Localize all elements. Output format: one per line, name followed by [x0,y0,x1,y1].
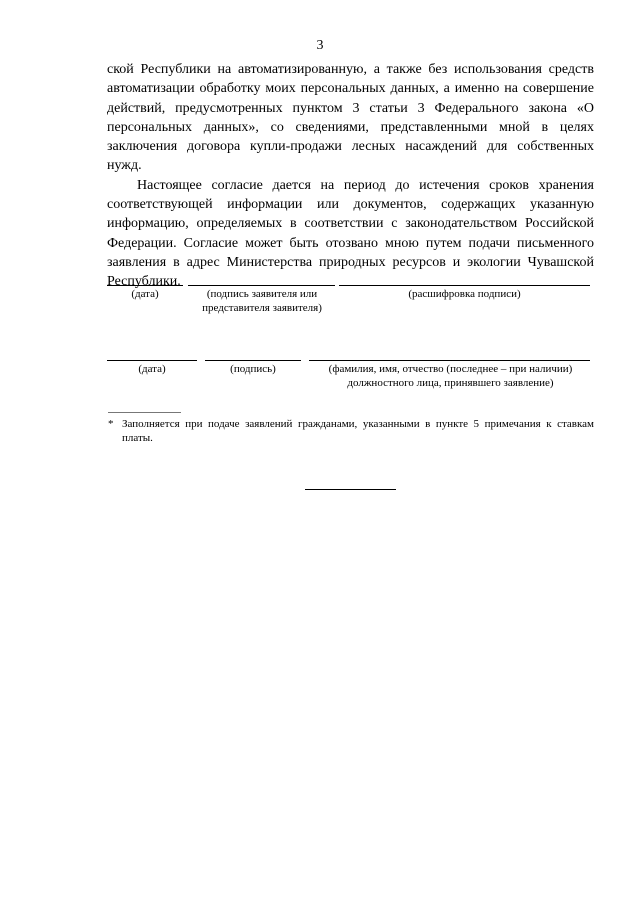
date-caption: (дата) [131,288,159,300]
date-caption: (дата) [138,363,166,375]
footnote-marker: * [108,418,114,430]
signature-line [188,285,335,286]
footnote-text: Заполняется при подаче заявлений гражданами, указанными в пункте 5 примечания к ставкам платы. [122,418,594,444]
signature-caption: (подпись заявителя или представителя заявителя) [202,288,322,314]
transcript-line [339,285,590,286]
footnote-rule [108,412,181,413]
signature-line [205,360,301,361]
name-line [309,360,590,361]
date-line [107,285,183,286]
signature-caption: (подпись) [230,363,276,375]
date-line [107,360,197,361]
footnote [108,417,594,445]
name-caption: (фамилия, имя, отчество (последнее – при наличии) должностного лица, принявшего заявление) [328,363,573,389]
body-text [107,60,594,292]
page-number: 3 [316,38,324,53]
transcript-caption: (расшифровка подписи) [408,288,521,300]
paragraph-1: ской Республики на автоматизированную, а также без использования средств автоматизации обработку моих персональных данных, а именно на совершение действий, предусмотренных пунктом 3 статьи 3 Федерального закона «О персональных данных», со сведениями, представленными мной в целях заключения договора купли-продажи лесных насаждений для собственных нужд. [107,62,594,174]
end-rule [305,489,396,490]
paragraph-2: Настоящее согласие дается на период до истечения сроков хранения соответствующей информации или документов, содержащих указанную информацию, определяемых в соответствии с законодательством Российской Федерации. Согласие может быть отозвано мною путем подачи письменного заявления в адрес Министерства природных ресурсов и экологии Чувашской Республики. [107,177,594,290]
